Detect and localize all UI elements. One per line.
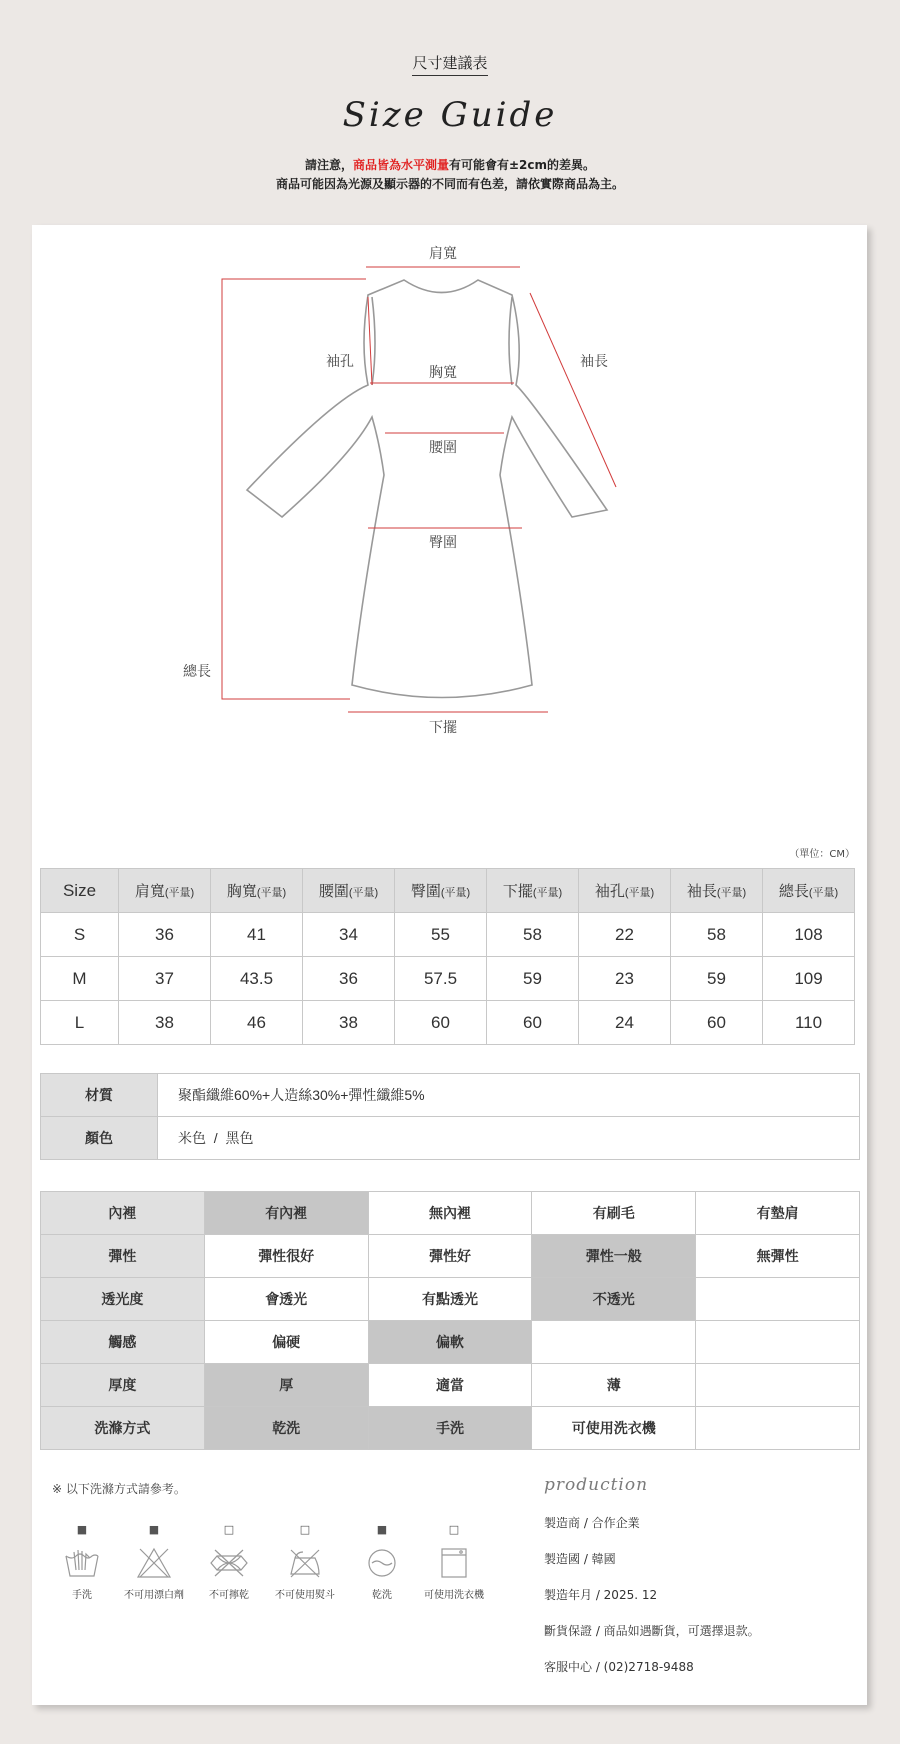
property-option: 乾洗 <box>204 1407 368 1450</box>
hem-label: 下擺 <box>429 720 457 736</box>
col-header <box>763 869 855 913</box>
property-label: 觸感 <box>41 1321 205 1364</box>
col-header-label: 腰圍 <box>318 883 349 900</box>
care-checkbox: ■ <box>148 1523 160 1536</box>
no-bleach-icon <box>114 1546 194 1580</box>
value-cell: 46 <box>211 1001 303 1045</box>
diagram-labels <box>183 246 608 736</box>
col-header-label: 總長 <box>778 883 809 900</box>
kicker <box>0 52 900 73</box>
col-header-label: 肩寬 <box>134 883 165 900</box>
armhole-line <box>368 297 372 385</box>
shoulder-label: 肩寬 <box>429 246 457 262</box>
property-option <box>696 1321 860 1364</box>
property-label: 厚度 <box>41 1364 205 1407</box>
property-row <box>41 1407 860 1450</box>
col-header-sub: (平量) <box>624 887 655 899</box>
length-label: 總長 <box>183 664 211 680</box>
production-line: 製造商 / 合作企業 <box>544 1516 640 1530</box>
col-header-label: 下擺 <box>502 883 533 900</box>
color-row <box>41 1117 860 1160</box>
property-option: 會透光 <box>204 1278 368 1321</box>
care-item-hand-wash <box>42 1522 122 1601</box>
value-cell: 59 <box>671 957 763 1001</box>
property-option <box>696 1407 860 1450</box>
sleeve-line <box>530 293 616 487</box>
chest-label: 胸寬 <box>429 365 457 381</box>
care-checkbox: ■ <box>76 1523 88 1536</box>
production-line: 客服中心 / (02)2718-9488 <box>544 1660 694 1674</box>
care-label: 不可擰乾 <box>209 1590 249 1601</box>
col-header-sub: (平量) <box>164 887 195 899</box>
value-cell: 24 <box>579 1001 671 1045</box>
property-row <box>41 1278 860 1321</box>
col-header <box>303 869 395 913</box>
production-info <box>544 1475 854 1675</box>
value-cell: 59 <box>487 957 579 1001</box>
size-cell: L <box>41 1001 119 1045</box>
property-row <box>41 1321 860 1364</box>
col-header-sub: (平量) <box>348 887 379 899</box>
value-cell: 37 <box>119 957 211 1001</box>
notice-highlight: 商品皆為水平測量 <box>352 158 449 172</box>
care-item-no-wring <box>189 1522 269 1601</box>
material-row <box>41 1074 860 1117</box>
dress-outline <box>247 280 607 698</box>
col-header <box>395 869 487 913</box>
property-option: 薄 <box>532 1364 696 1407</box>
property-option <box>532 1321 696 1364</box>
production-line: 斷貨保證 / 商品如遇斷貨，可選擇退款。 <box>544 1624 760 1638</box>
washing-machine-icon <box>409 1546 499 1580</box>
property-option: 無內裡 <box>368 1192 532 1235</box>
col-header-sub: (平量) <box>440 887 471 899</box>
size-cell: S <box>41 913 119 957</box>
col-header-sub: (平量) <box>532 887 563 899</box>
care-section <box>52 1480 482 1660</box>
property-label: 洗滌方式 <box>41 1407 205 1450</box>
dress-diagram-svg <box>32 225 867 835</box>
care-item-no-bleach <box>114 1522 194 1601</box>
col-header <box>671 869 763 913</box>
value-cell: 60 <box>487 1001 579 1045</box>
property-label: 內裡 <box>41 1192 205 1235</box>
property-row <box>41 1192 860 1235</box>
property-row <box>41 1364 860 1407</box>
hip-label: 臀圍 <box>429 535 457 551</box>
measurement-notice <box>0 156 900 173</box>
value-cell: 38 <box>303 1001 395 1045</box>
armhole-label: 袖孔 <box>326 354 354 370</box>
dress-diagram <box>32 225 867 835</box>
property-option: 有內裡 <box>204 1192 368 1235</box>
property-table <box>40 1191 860 1450</box>
property-option <box>696 1364 860 1407</box>
value-cell: 22 <box>579 913 671 957</box>
left-armhole-seam <box>372 297 375 385</box>
col-header-label: 袖長 <box>686 883 717 900</box>
page-header <box>0 0 900 225</box>
property-option: 適當 <box>368 1364 532 1407</box>
value-cell: 58 <box>487 913 579 957</box>
value-cell: 110 <box>763 1001 855 1045</box>
col-header-sub: (平量) <box>716 887 747 899</box>
value-cell: 41 <box>211 913 303 957</box>
property-option: 手洗 <box>368 1407 532 1450</box>
size-header: Size <box>41 869 119 913</box>
right-armhole-seam <box>509 297 512 385</box>
value-cell: 55 <box>395 913 487 957</box>
care-label: 不可使用熨斗 <box>275 1590 335 1601</box>
col-header-label: 袖孔 <box>594 883 625 900</box>
hand-wash-icon <box>42 1546 122 1580</box>
kicker-text: 尺寸建議表 <box>412 54 487 76</box>
care-label: 可使用洗衣機 <box>424 1590 484 1601</box>
property-option: 彈性一般 <box>532 1235 696 1278</box>
production-line: 製造國 / 韓國 <box>544 1552 616 1566</box>
color-value: 米色 / 黑色 <box>158 1117 860 1160</box>
color-notice: 商品可能因為光源及顯示器的不同而有色差，請依實際商品為主。 <box>275 177 624 191</box>
value-cell: 36 <box>303 957 395 1001</box>
care-note: ※ 以下洗滌方式請參考。 <box>52 1482 186 1496</box>
property-option: 有刷毛 <box>532 1192 696 1235</box>
value-cell: 38 <box>119 1001 211 1045</box>
material-table <box>40 1073 860 1160</box>
care-checkbox: □ <box>448 1523 460 1536</box>
table-row <box>41 913 855 957</box>
col-header-label: 胸寬 <box>226 883 257 900</box>
value-cell: 60 <box>671 1001 763 1045</box>
property-option: 偏軟 <box>368 1321 532 1364</box>
col-header <box>579 869 671 913</box>
waist-label: 腰圍 <box>429 440 457 456</box>
value-cell: 60 <box>395 1001 487 1045</box>
dress-path <box>247 280 607 698</box>
size-cell: M <box>41 957 119 1001</box>
measurement-lines <box>222 267 616 712</box>
value-cell: 23 <box>579 957 671 1001</box>
size-guide-card <box>32 225 867 1705</box>
property-option: 有墊肩 <box>696 1192 860 1235</box>
col-header-label: 臀圍 <box>410 883 441 900</box>
property-option: 不透光 <box>532 1278 696 1321</box>
care-label: 手洗 <box>72 1590 92 1601</box>
col-header <box>211 869 303 913</box>
notice-prefix: 請注意， <box>304 158 353 172</box>
value-cell: 109 <box>763 957 855 1001</box>
unit-label: （單位：CM） <box>789 849 855 860</box>
sleeve-label: 袖長 <box>580 354 608 370</box>
value-cell: 34 <box>303 913 395 957</box>
property-option: 可使用洗衣機 <box>532 1407 696 1450</box>
no-iron-icon <box>265 1546 345 1580</box>
color-label: 顏色 <box>41 1117 158 1160</box>
property-option: 偏硬 <box>204 1321 368 1364</box>
table-row <box>41 1001 855 1045</box>
notice-suffix: 有可能會有±2cm的差異。 <box>449 158 596 172</box>
care-label: 乾洗 <box>372 1590 392 1601</box>
value-cell: 57.5 <box>395 957 487 1001</box>
care-checkbox: ■ <box>376 1523 388 1536</box>
property-label: 透光度 <box>41 1278 205 1321</box>
property-option <box>696 1278 860 1321</box>
material-value: 聚酯纖維60%+人造絲30%+彈性纖維5% <box>158 1074 860 1117</box>
property-option: 有點透光 <box>368 1278 532 1321</box>
care-item-no-iron <box>265 1522 345 1601</box>
production-line: 製造年月 / 2025. 12 <box>544 1588 658 1602</box>
property-option: 彈性好 <box>368 1235 532 1278</box>
size-table <box>40 868 855 1045</box>
value-cell: 36 <box>119 913 211 957</box>
care-label: 不可用漂白劑 <box>124 1590 184 1601</box>
col-header-sub: (平量) <box>256 887 287 899</box>
material-label: 材質 <box>41 1074 158 1117</box>
value-cell: 43.5 <box>211 957 303 1001</box>
table-row <box>41 957 855 1001</box>
care-item-washing-machine <box>409 1522 499 1601</box>
col-header-sub: (平量) <box>808 887 839 899</box>
value-cell: 58 <box>671 913 763 957</box>
care-checkbox: □ <box>299 1523 311 1536</box>
production-title: production <box>544 1475 649 1495</box>
property-option: 無彈性 <box>696 1235 860 1278</box>
size-table-header <box>41 869 855 913</box>
value-cell: 108 <box>763 913 855 957</box>
col-header <box>487 869 579 913</box>
property-option: 彈性很好 <box>204 1235 368 1278</box>
property-option: 厚 <box>204 1364 368 1407</box>
page-title: Size Guide <box>342 95 558 135</box>
property-row <box>41 1235 860 1278</box>
col-header <box>119 869 211 913</box>
length-line <box>222 279 366 699</box>
no-wring-icon <box>189 1546 269 1580</box>
property-label: 彈性 <box>41 1235 205 1278</box>
care-checkbox: □ <box>223 1523 235 1536</box>
